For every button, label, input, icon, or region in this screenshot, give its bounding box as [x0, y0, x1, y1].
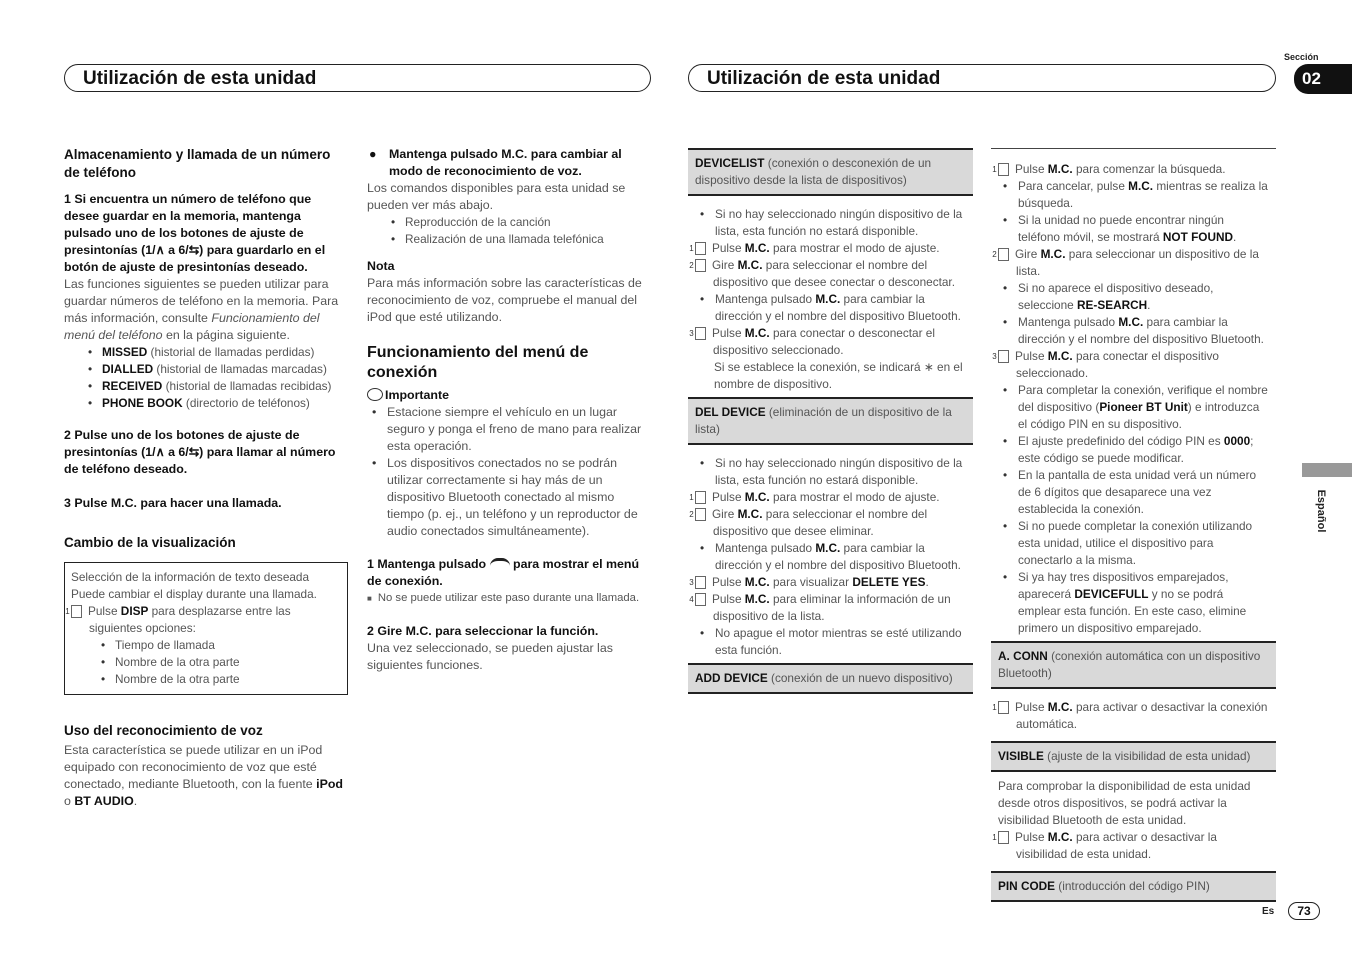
devicelist-notes	[695, 206, 966, 240]
step-3-call: 3 Pulse M.C. para hacer una llamada.	[64, 496, 282, 510]
devicelist-bar: DEVICELIST (conexión o desconexión de un dispositivo desde la lista de dispositivos)	[688, 148, 973, 196]
list-item: • Para cancelar, pulse M.C. mientras se realiza la búsqueda.	[1018, 178, 1269, 212]
left-section-title: Utilización de esta unidad	[64, 64, 651, 92]
list-item: • PHONE BOOK (directorio de teléfonos)	[102, 395, 348, 412]
list-item: • Reproducción de la canción	[405, 214, 651, 231]
heading-store-call: Almacenamiento y llamada de un número de teléfono	[64, 147, 331, 180]
list-item: • Nombre de la otra parte	[115, 654, 341, 671]
visible-step-1: 1 Pulse M.C. para activar o desactivar la visibilidad de esta unidad.	[992, 830, 1217, 861]
del-device-step-1: 1 Pulse M.C. para mostrar el modo de ajuste.	[689, 490, 940, 504]
important-heading: Importante	[367, 387, 651, 404]
commands-list	[367, 214, 651, 248]
list-item: • Si la unidad no puede encontrar ningún teléfono móvil, se mostrará NOT FOUND.	[1018, 212, 1269, 246]
a-conn-bar: A. CONN (conexión automática con un dispositivo Bluetooth)	[991, 641, 1276, 689]
section-number-badge: 02	[1294, 64, 1352, 94]
add-step-3-sub	[998, 382, 1269, 637]
list-item: • Realización de una llamada telefónica	[405, 231, 651, 248]
devicelist-step-3-note: Si se establece la conexión, se indicará ∗ en el nombre de dispositivo.	[714, 360, 963, 391]
list-item: • Si no hay seleccionado ningún dispositivo de la lista, esta función no estará disponible.	[715, 455, 966, 489]
step-2-call: 2 Pulse uno de los botones de ajuste de presintonías (1/∧ a 6/⇆) para llamar al número de teléfono deseado.	[64, 428, 336, 476]
link-phone-menu: Funcionamiento del menú del teléfono	[64, 311, 320, 342]
box-line-2: Puede cambiar el display durante una llamada.	[71, 587, 317, 601]
connection-step-2: 2 Gire M.C. para seleccionar la función.	[367, 624, 599, 638]
step-1-note: ■ No se puede utilizar este paso durante una llamada.	[367, 592, 640, 604]
a-conn-step-1: 1 Pulse M.C. para activar o desactivar la conexión automática.	[992, 700, 1268, 731]
note-paragraph: Para más información sobre las características de reconocimiento de voz, compruebe el manual del iPod que esté utilizando.	[367, 276, 642, 324]
important-list	[367, 404, 651, 540]
add-step-2: 2 Gire M.C. para seleccionar un dispositivo de la lista.	[992, 247, 1259, 278]
list-item: • RECEIVED (historial de llamadas recibidas)	[102, 378, 348, 395]
list-item: • Si no aparece el dispositivo deseado, seleccione RE-SEARCH.	[1018, 280, 1269, 314]
column-2	[367, 146, 651, 674]
important-icon	[367, 388, 383, 401]
list-item: • Mantenga pulsado M.C. para cambiar la dirección y el nombre del dispositivo Bluetooth.	[715, 291, 966, 325]
devicelist-step-2: 2 Gire M.C. para seleccionar el nombre del dispositivo que desee conectar o desconectar.	[689, 258, 955, 289]
pin-code-bar: PIN CODE (introducción del código PIN)	[991, 871, 1276, 902]
list-item: • Si ya hay tres dispositivos emparejados, aparecerá DEVICEFULL y no se podrá emplear esta función. En este caso, elimine primero un dispositivo emparejado.	[1018, 569, 1269, 637]
list-item: • Mantenga pulsado M.C. para cambiar la dirección y el nombre del dispositivo Bluetooth.	[715, 540, 966, 574]
list-item: • No apague el motor mientras se esté utilizando esta función.	[715, 625, 966, 659]
del-device-step-2: 2 Gire M.C. para seleccionar el nombre del dispositivo que desee eliminar.	[689, 507, 928, 538]
del-device-step-2-sub	[695, 540, 966, 574]
column-4	[991, 148, 1276, 902]
add-step-3: 3 Pulse M.C. para conectar el dispositivo seleccionado.	[992, 349, 1219, 380]
list-item: • En la pantalla de esta unidad verá un número de 6 dígitos que desaparece una vez establecida la conexión.	[1018, 467, 1269, 518]
step-1-store: 1 Si encuentra un número de teléfono que desee guardar en la memoria, mantenga pulsado uno de los botones de ajuste de presintonías (1/∧ a 6/⇆) para guardarlo en el botón de ajuste de presintonías deseado.	[64, 192, 326, 274]
list-item: • Si no hay seleccionado ningún dispositivo de la lista, esta función no estará disponible.	[715, 206, 966, 240]
list-item: • Nombre de la otra parte	[115, 671, 341, 688]
list-item: • Para completar la conexión, verifique el nombre del dispositivo (Pioneer BT Unit) e introduzca el código PIN en su dispositivo.	[1018, 382, 1269, 433]
page-lang: Es	[1262, 906, 1275, 917]
list-item: • Si no puede completar la conexión utilizando esta unidad, utilice el dispositivo para conectarlo a la misma.	[1018, 518, 1269, 569]
list-item: • Mantenga pulsado M.C. para cambiar la dirección y el nombre del dispositivo Bluetooth.	[1018, 314, 1269, 348]
add-device-bar: ADD DEVICE (conexión de un nuevo dispositivo)	[688, 663, 973, 694]
visible-bar: VISIBLE (ajuste de la visibilidad de esta unidad)	[991, 741, 1276, 772]
del-device-note-2	[695, 625, 966, 659]
store-paragraph: Las funciones siguientes se pueden utilizar para guardar números de teléfono en la memoria. Para más información, consulte Funcionamiento del menú del teléfono en la página siguiente.	[64, 277, 339, 342]
page-number: 73	[1288, 902, 1320, 920]
display-options	[71, 637, 341, 688]
list-item: • DIALLED (historial de llamadas marcadas)	[102, 361, 348, 378]
hold-paragraph: Los comandos disponibles para esta unidad se pueden ver más abajo.	[367, 181, 626, 212]
del-device-notes	[695, 455, 966, 489]
language-label: Español	[1315, 489, 1327, 533]
heading-display: Cambio de la visualización	[64, 535, 236, 550]
del-device-step-4: 4 Pulse M.C. para eliminar la información de un dispositivo de la lista.	[689, 592, 951, 623]
list-item: • Estacione siempre el vehículo en un lugar seguro y ponga el freno de mano para realizar esta operación.	[387, 404, 651, 455]
add-step-1-sub	[998, 178, 1269, 246]
list-item: • El ajuste predefinido del código PIN es 0000; este código se puede modificar.	[1018, 433, 1269, 467]
list-item: • MISSED (historial de llamadas perdidas)	[102, 344, 348, 361]
heading-voice: Uso del reconocimiento de voz	[64, 723, 263, 738]
del-device-step-3: 3 Pulse M.C. para visualizar DELETE YES.	[689, 575, 929, 589]
heading-connection-menu: Funcionamiento del menú de conexión	[367, 344, 589, 381]
note-heading: Nota	[367, 259, 395, 273]
column-1	[64, 146, 348, 810]
visible-paragraph: Para comprobar la disponibilidad de esta unidad desde otros dispositivos, se podrá activar la visibilidad Bluetooth de esta unidad.	[998, 779, 1251, 827]
list-item: • Tiempo de llamada	[115, 637, 341, 654]
add-step-2-sub	[998, 280, 1269, 348]
box-step-1: 1 Pulse DISP para desplazarse entre las siguientes opciones:	[65, 604, 291, 635]
voice-paragraph: Esta característica se puede utilizar en un iPod equipado con reconocimiento de voz que esté conectado, mediante Bluetooth, con la fuente iPod o BT AUDIO.	[64, 743, 343, 808]
language-tab	[1302, 463, 1352, 477]
history-list	[64, 344, 348, 412]
display-box	[64, 562, 348, 695]
devicelist-step-2-sub	[695, 291, 966, 325]
section-label: Sección	[1284, 52, 1319, 62]
right-section-title: Utilización de esta unidad	[688, 64, 1276, 92]
connection-step-1: 1 Mantenga pulsado para mostrar el menú de conexión.	[367, 557, 640, 588]
devicelist-step-1: 1 Pulse M.C. para mostrar el modo de ajuste.	[689, 241, 940, 255]
box-line-1: Selección de la información de texto deseada	[71, 570, 310, 584]
phone-icon	[490, 558, 510, 568]
devicelist-step-3: 3 Pulse M.C. para conectar o desconectar el dispositivo seleccionado.	[689, 326, 935, 357]
add-step-1: 1 Pulse M.C. para comenzar la búsqueda.	[992, 162, 1226, 176]
hold-mc-step: ● Mantenga pulsado M.C. para cambiar al modo de reconocimiento de voz.	[369, 147, 622, 178]
step-2-paragraph: Una vez seleccionado, se pueden ajustar las siguientes funciones.	[367, 641, 613, 672]
column-3	[688, 148, 973, 694]
list-item: • Los dispositivos conectados no se podrán utilizar correctamente si hay más de un dispositivo Bluetooth conectado al mismo tiempo (p. ej., un teléfono y un reproductor de audio conectados simultáneamente).	[387, 455, 651, 540]
del-device-bar: DEL DEVICE (eliminación de un dispositivo de la lista)	[688, 397, 973, 445]
